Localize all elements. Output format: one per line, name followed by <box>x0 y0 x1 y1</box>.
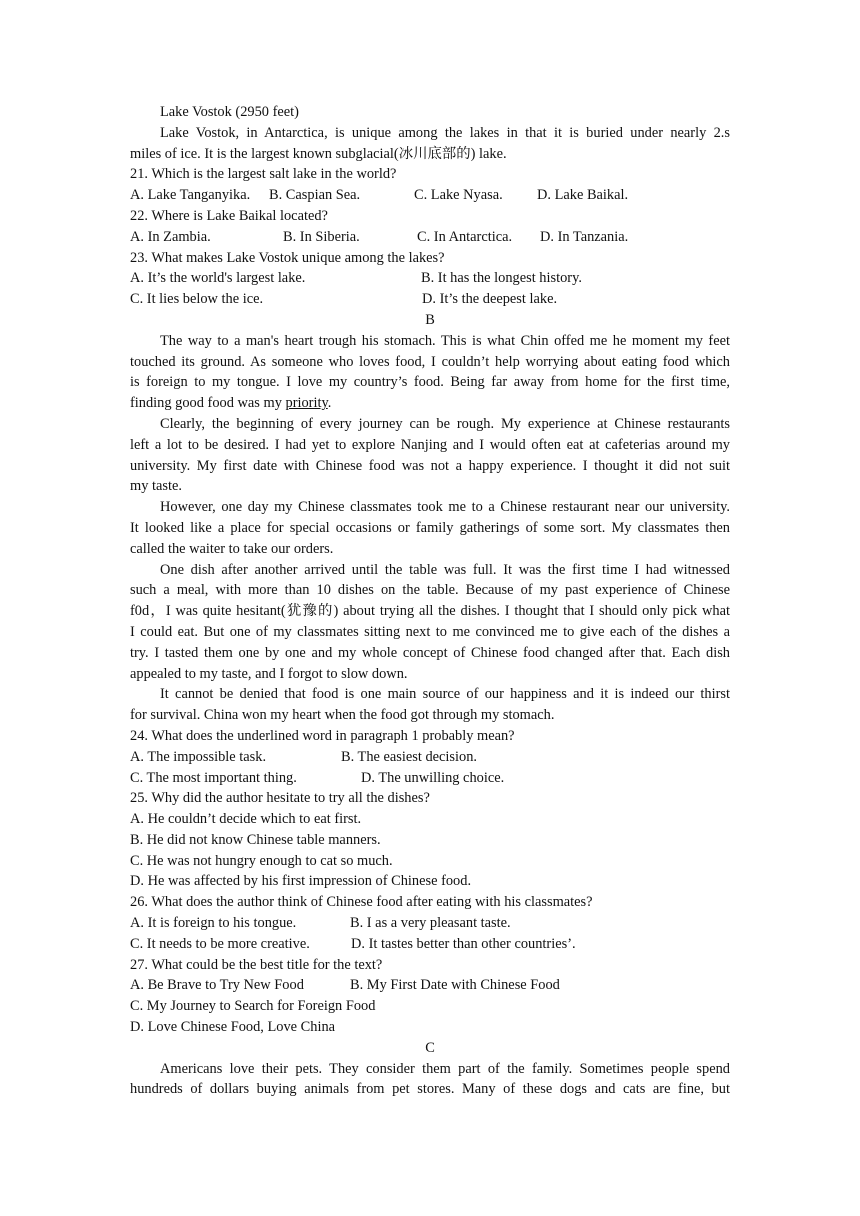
question-24: 24. What does the underlined word in paragraph 1 probably mean? <box>130 727 515 744</box>
option-c: C. The most important thing. <box>130 769 297 786</box>
options-27-row1 <box>130 975 730 996</box>
option-c: C. My Journey to Search for Foreign Food <box>130 998 376 1015</box>
paragraph-line: The way to a man's heart trough his stomach. This is what Chin offed me he moment my feet <box>160 332 730 349</box>
paragraph-line: miles of ice. It is the largest known subglacial(冰川底部的) lake. <box>130 145 507 162</box>
underlined-word: priority <box>285 395 328 412</box>
paragraph-line: It looked like a place for special occasions or family gatherings of some sort. My classmates then <box>130 519 730 536</box>
question-25: 25. Why did the author hesitate to try all the dishes? <box>130 790 430 807</box>
paragraph-line: called the waiter to take our orders. <box>130 540 334 557</box>
paragraph-line: f0d，I was quite hesitant(犹豫的) about trying all the dishes. I thought that I should only pick what <box>130 603 730 620</box>
option-a: A. In Zambia. <box>130 228 211 245</box>
paragraph-line: my taste. <box>130 478 182 495</box>
paragraph-line: touched its ground. As someone who loves food, I couldn’t help worrying about eating food which <box>130 353 730 370</box>
option-c: C. He was not hungry enough to cat so much. <box>130 852 393 869</box>
document-page <box>130 102 730 1100</box>
options-21 <box>130 185 730 206</box>
paragraph-line: One dish after another arrived until the table was full. It was the first time I had witnessed <box>160 561 730 578</box>
paragraph-line <box>130 393 730 414</box>
option-c: C. Lake Nyasa. <box>414 187 503 204</box>
option-b: B. Caspian Sea. <box>269 187 361 204</box>
option-b: B. He did not know Chinese table manners. <box>130 831 381 848</box>
paragraph-line: is foreign to my tongue. I love my country’s food. Being far away from home for the first time, <box>130 374 730 391</box>
question-22: 22. Where is Lake Baikal located? <box>130 207 328 224</box>
paragraph-line: However, one day my Chinese classmates took me to a Chinese restaurant near our university. <box>160 499 730 516</box>
paragraph-line: such a meal, with more than 10 dishes on the table. Because of my past experience of Chinese <box>130 582 730 599</box>
option-b: B. In Siberia. <box>283 228 360 245</box>
options-22 <box>130 227 730 248</box>
option-c: C. It lies below the ice. <box>130 291 264 308</box>
text-run: . <box>327 395 332 412</box>
option-d: D. It’s the deepest lake. <box>422 291 558 308</box>
paragraph-line: appealed to my taste, and I forgot to slow down. <box>130 665 408 682</box>
option-a: A. It is foreign to his tongue. <box>130 915 297 932</box>
option-d: D. Lake Baikal. <box>537 187 629 204</box>
question-26: 26. What does the author think of Chinese food after eating with his classmates? <box>130 894 593 911</box>
option-a: A. It’s the world's largest lake. <box>130 270 306 287</box>
option-c: C. It needs to be more creative. <box>130 935 310 952</box>
text-run: finding good food was my <box>130 395 286 412</box>
paragraph-line: I could eat. But one of my classmates sitting next to me convinced me to give each of the dishes a <box>130 623 730 640</box>
section-label-c: C <box>425 1039 435 1056</box>
paragraph-line: It cannot be denied that food is one main source of our happiness and it is indeed our thirst <box>160 686 730 703</box>
option-a: A. The impossible task. <box>130 748 267 765</box>
paragraph-line: hundreds of dollars buying animals from pet stores. Many of these dogs and cats are fine, but <box>130 1081 730 1098</box>
options-26-row1 <box>130 913 730 934</box>
options-24-row1 <box>130 747 730 768</box>
option-c: C. In Antarctica. <box>417 228 513 245</box>
option-a: A. Lake Tanganyika. <box>130 187 251 204</box>
paragraph-line: for survival. China won my heart when the food got through my stomach. <box>130 707 555 724</box>
paragraph-line: Clearly, the beginning of every journey can be rough. My experience at Chinese restaurants <box>160 415 730 432</box>
option-d: D. Love Chinese Food, Love China <box>130 1019 336 1036</box>
option-b: B. I as a very pleasant taste. <box>350 915 511 932</box>
option-d: D. He was affected by his first impression of Chinese food. <box>130 873 472 890</box>
options-23-row1 <box>130 268 730 289</box>
section-label-b: B <box>425 311 435 328</box>
options-24-row2 <box>130 768 730 789</box>
question-27: 27. What could be the best title for the text? <box>130 956 383 973</box>
option-b: B. My First Date with Chinese Food <box>350 977 560 994</box>
option-d: D. The unwilling choice. <box>361 769 505 786</box>
options-26-row2 <box>130 934 730 955</box>
paragraph-line: Americans love their pets. They consider them part of the family. Sometimes people spend <box>160 1060 730 1077</box>
option-d: D. In Tanzania. <box>540 228 629 245</box>
paragraph-line: Lake Vostok, in Antarctica, is unique among the lakes in that it is buried under nearly 2.s <box>160 124 730 141</box>
options-23-row2 <box>130 289 730 310</box>
lake-heading: Lake Vostok (2950 feet) <box>160 104 299 120</box>
question-23: 23. What makes Lake Vostok unique among the lakes? <box>130 249 445 266</box>
option-d: D. It tastes better than other countries’. <box>351 935 576 952</box>
paragraph-line: left a lot to be desired. I had yet to explore Nanjing and I would often eat at cafeterias around my <box>130 436 730 453</box>
option-a: A. He couldn’t decide which to eat first. <box>130 811 362 828</box>
option-b: B. The easiest decision. <box>341 748 478 765</box>
paragraph-line: try. I tasted them one by one and my whole concept of Chinese food changed after that. Each dish <box>130 644 730 661</box>
question-21: 21. Which is the largest salt lake in the world? <box>130 166 397 183</box>
option-a: A. Be Brave to Try New Food <box>130 977 304 994</box>
option-b: B. It has the longest history. <box>421 270 582 287</box>
paragraph-line: university. My first date with Chinese food was not a happy experience. I thought it did not suit <box>130 457 730 474</box>
